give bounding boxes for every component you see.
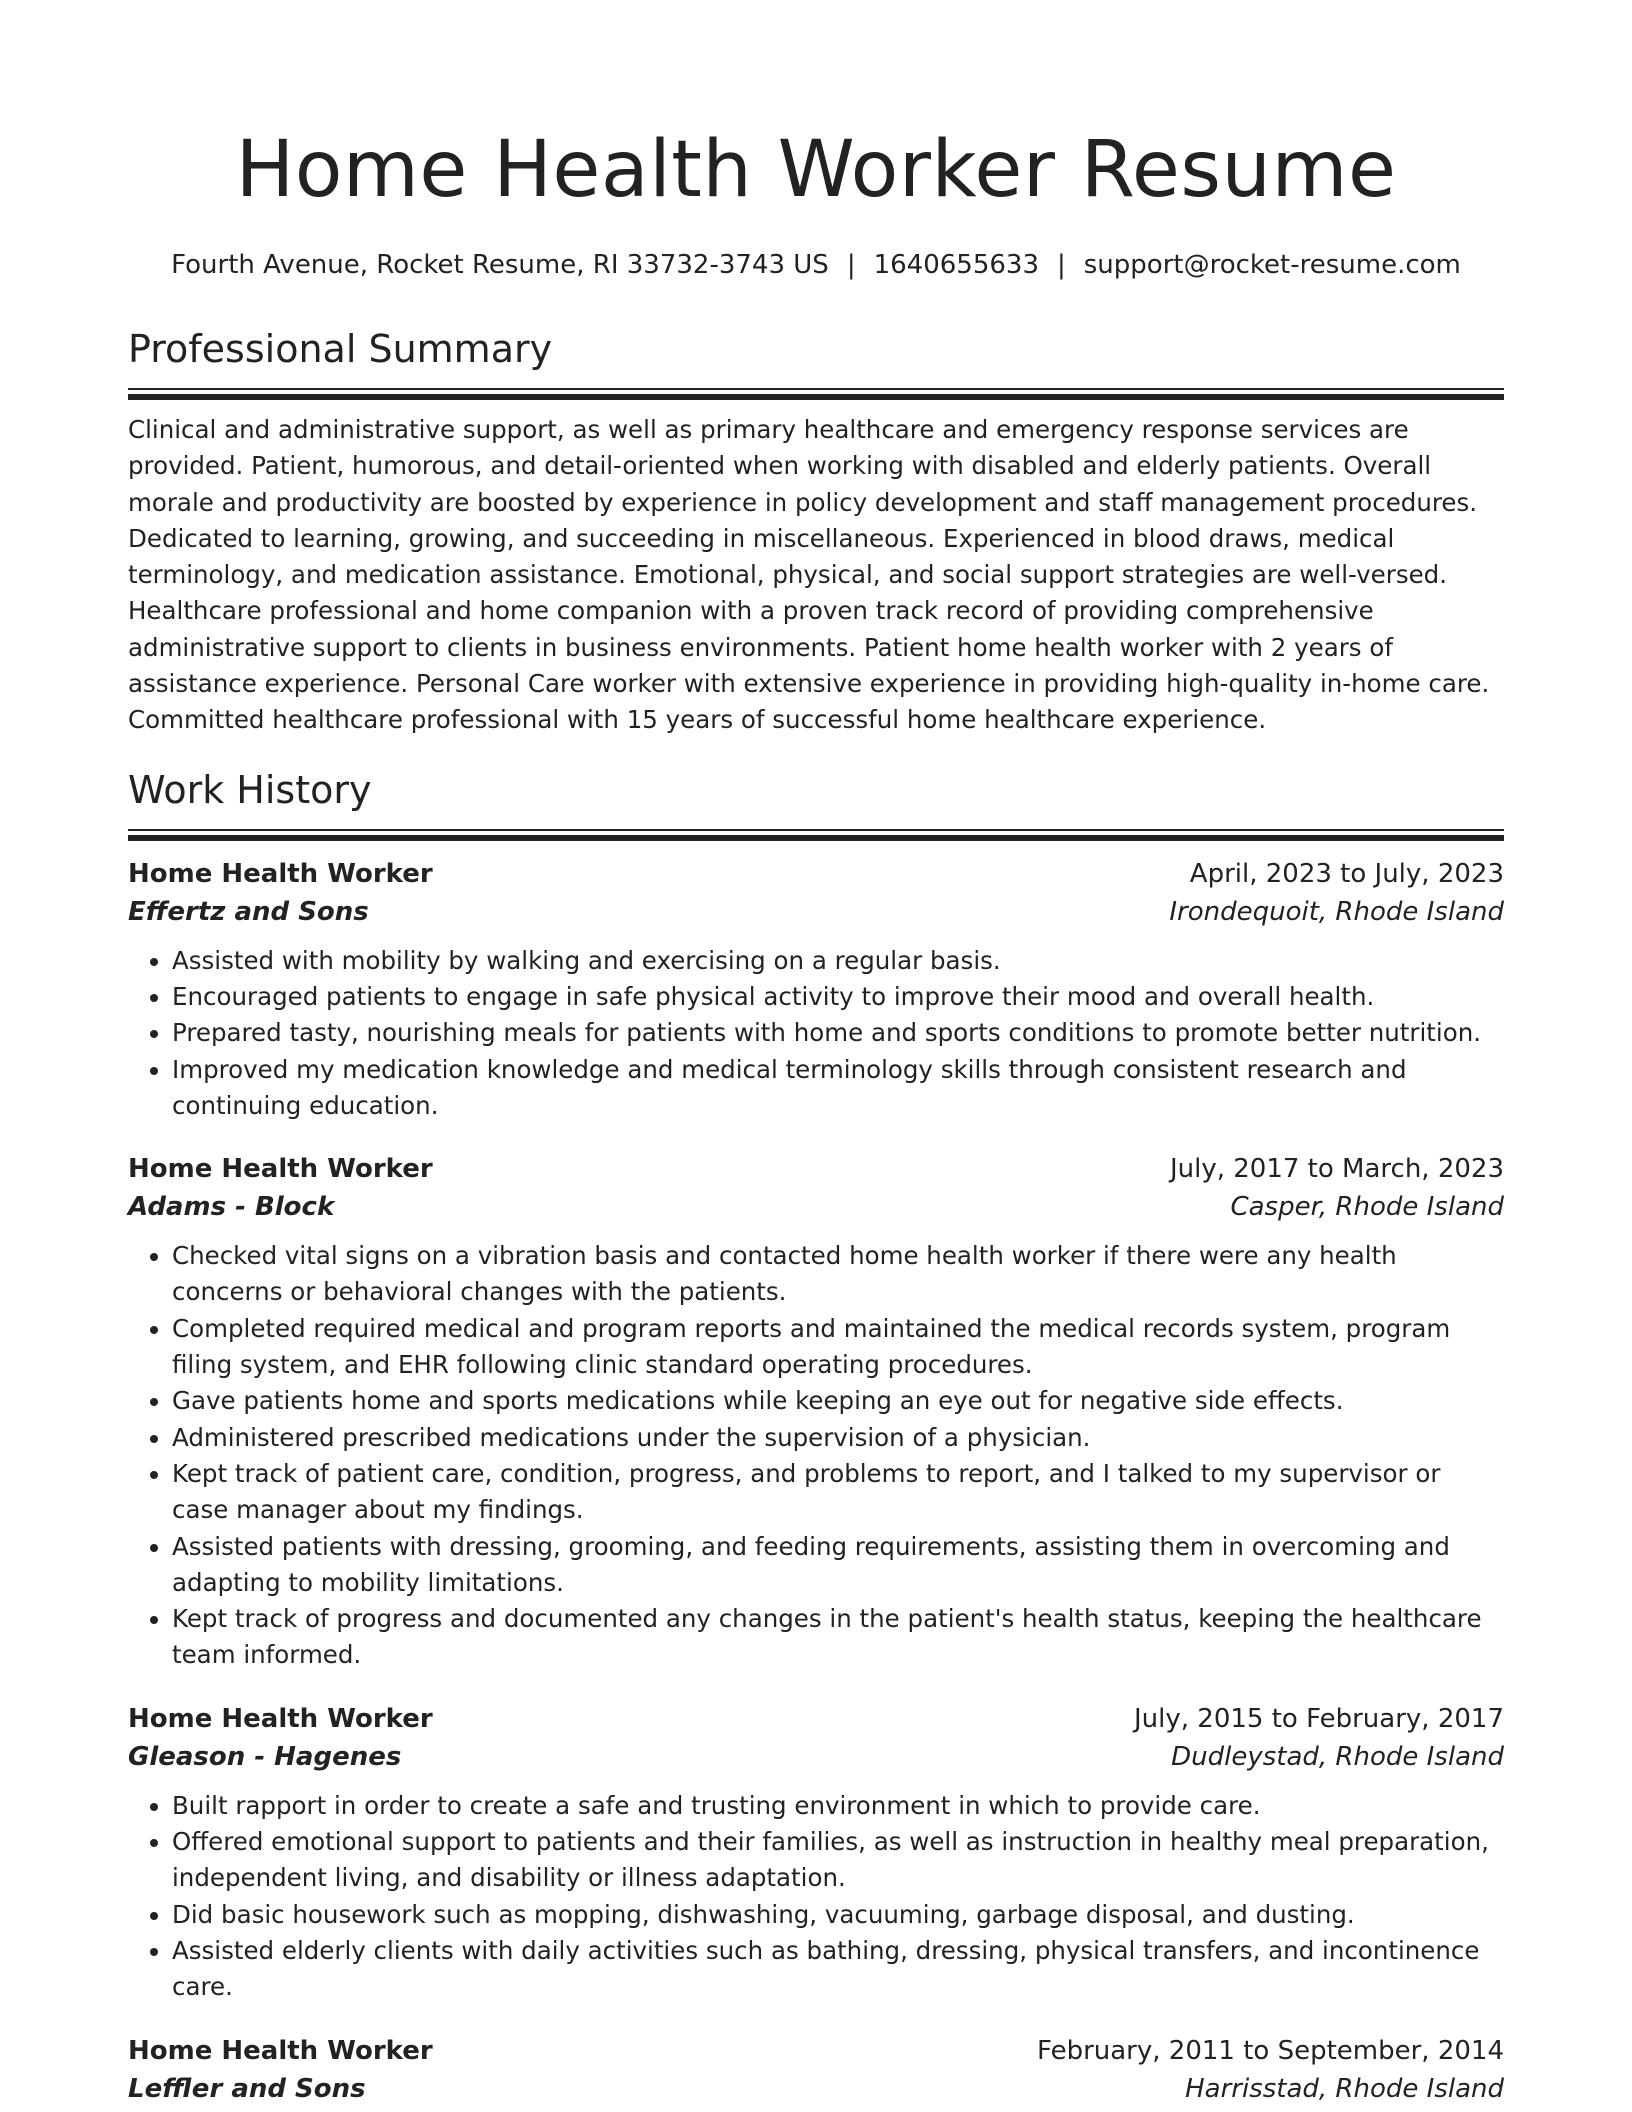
bullet-item: • Administered prescribed medications under the supervision of a physician. — [172, 1420, 1504, 1456]
job-title: Home Health Worker — [128, 1703, 433, 1734]
bullet-item: • Assisted patients with dressing, grooming, and feeding requirements, assisting them in overcoming and adapting to mobility limitations. — [172, 1529, 1504, 1602]
bullet-item: • Checked vital signs on a vibration basis and contacted home health worker if there were any health concerns or behavioral changes with the patients. — [172, 1238, 1504, 1311]
job-entry — [128, 1150, 1504, 1674]
bullet-item: • Improved my medication knowledge and medical terminology skills through consistent research and continuing education. — [172, 1052, 1504, 1125]
job-location: Irondequoit, Rhode Island — [1169, 896, 1504, 927]
job-company: Gleason - Hagenes — [128, 1741, 402, 1772]
job-entry — [128, 1700, 1504, 2006]
job-company-row — [128, 1738, 1504, 1776]
contact-separator: | — [846, 250, 856, 280]
job-company-row — [128, 893, 1504, 931]
job-dates: April, 2023 to July, 2023 — [1189, 858, 1504, 889]
job-company: Effertz and Sons — [128, 896, 369, 927]
job-header-row — [128, 855, 1504, 893]
job-header-row — [128, 1700, 1504, 1738]
section-divider — [128, 829, 1504, 841]
job-bullets — [128, 943, 1504, 1124]
professional-summary-section — [128, 324, 1504, 739]
job-entry — [128, 2032, 1504, 2108]
job-company: Adams - Block — [128, 1192, 335, 1223]
contact-separator: | — [1057, 250, 1066, 280]
bullet-item: • Built rapport in order to create a safe and trusting environment in which to provide care. — [172, 1788, 1504, 1824]
page-title: Home Health Worker Resume — [235, 125, 1397, 215]
job-company-row — [128, 1188, 1504, 1226]
job-dates: July, 2015 to February, 2017 — [1134, 1703, 1504, 1734]
job-header-row — [128, 1150, 1504, 1188]
work-history-section — [128, 765, 1504, 2108]
job-title: Home Health Worker — [128, 2035, 433, 2066]
contact-phone: 1640655633 — [873, 250, 1039, 280]
job-bullets — [128, 1788, 1504, 2006]
bullet-item: • Kept track of patient care, condition, progress, and problems to report, and I talked to my supervisor or case manager about my findings. — [172, 1456, 1504, 1529]
job-entry — [128, 855, 1504, 1124]
section-heading: Work History — [128, 767, 372, 812]
section-heading: Professional Summary — [128, 327, 553, 371]
bullet-item: • Kept track of progress and documented any changes in the patient's health status, keeping the healthcare team informed. — [172, 1601, 1504, 1674]
job-location: Casper, Rhode Island — [1230, 1192, 1504, 1223]
contact-line — [128, 250, 1504, 280]
job-bullets — [128, 1238, 1504, 1674]
contact-email: support@rocket-resume.com — [1083, 250, 1461, 280]
bullet-item: • Offered emotional support to patients and their families, as well as instruction in healthy meal preparation, independent living, and disability or illness adaptation. — [172, 1824, 1504, 1897]
bullet-item: • Did basic housework such as mopping, dishwashing, vacuuming, garbage disposal, and dusting. — [172, 1897, 1504, 1933]
summary-text: Clinical and administrative support, as well as primary healthcare and emergency response services are provided. Patient, humorous, and detail-oriented when working with disabled and elderly patients. Overall morale and productivity are boosted by experience in policy development and staff management procedures. Dedicated to learning, growing, and succeeding in miscellaneous. Experienced in blood draws, medical terminology, and medication assistance. Emotional, physical, and social support strategies are well-versed. Healthcare professional and home companion with a proven track record of providing comprehensive administrative support to clients in business environments. Patient home health worker with 2 years of assistance experience. Personal Care worker with extensive experience in providing high-quality in-home care. Committed healthcare professional with 15 years of successful home healthcare experience. — [128, 415, 1490, 735]
job-title: Home Health Worker — [128, 858, 433, 889]
job-company-row — [128, 2070, 1504, 2108]
job-header-row — [128, 2032, 1504, 2070]
bullet-item: • Completed required medical and program reports and maintained the medical records system, program filing system, and EHR following clinic standard operating procedures. — [172, 1311, 1504, 1384]
bullet-item: • Assisted elderly clients with daily activities such as bathing, dressing, physical transfers, and incontinence care. — [172, 1933, 1504, 2006]
job-location: Harrisstad, Rhode Island — [1185, 2073, 1504, 2104]
job-dates: February, 2011 to September, 2014 — [1037, 2035, 1504, 2066]
bullet-item: • Prepared tasty, nourishing meals for patients with home and sports conditions to promote better nutrition. — [172, 1015, 1504, 1051]
contact-address: Fourth Avenue, Rocket Resume, RI 33732-3743 US — [171, 250, 829, 280]
job-company: Leffler and Sons — [128, 2073, 366, 2104]
job-dates: July, 2017 to March, 2023 — [1169, 1154, 1504, 1185]
bullet-item: • Gave patients home and sports medications while keeping an eye out for negative side effects. — [172, 1383, 1504, 1419]
job-title: Home Health Worker — [128, 1154, 433, 1185]
bullet-item: • Encouraged patients to engage in safe physical activity to improve their mood and overall health. — [172, 979, 1504, 1015]
bullet-item: • Assisted with mobility by walking and exercising on a regular basis. — [172, 943, 1504, 979]
section-divider — [128, 388, 1504, 400]
job-location: Dudleystad, Rhode Island — [1171, 1741, 1504, 1772]
